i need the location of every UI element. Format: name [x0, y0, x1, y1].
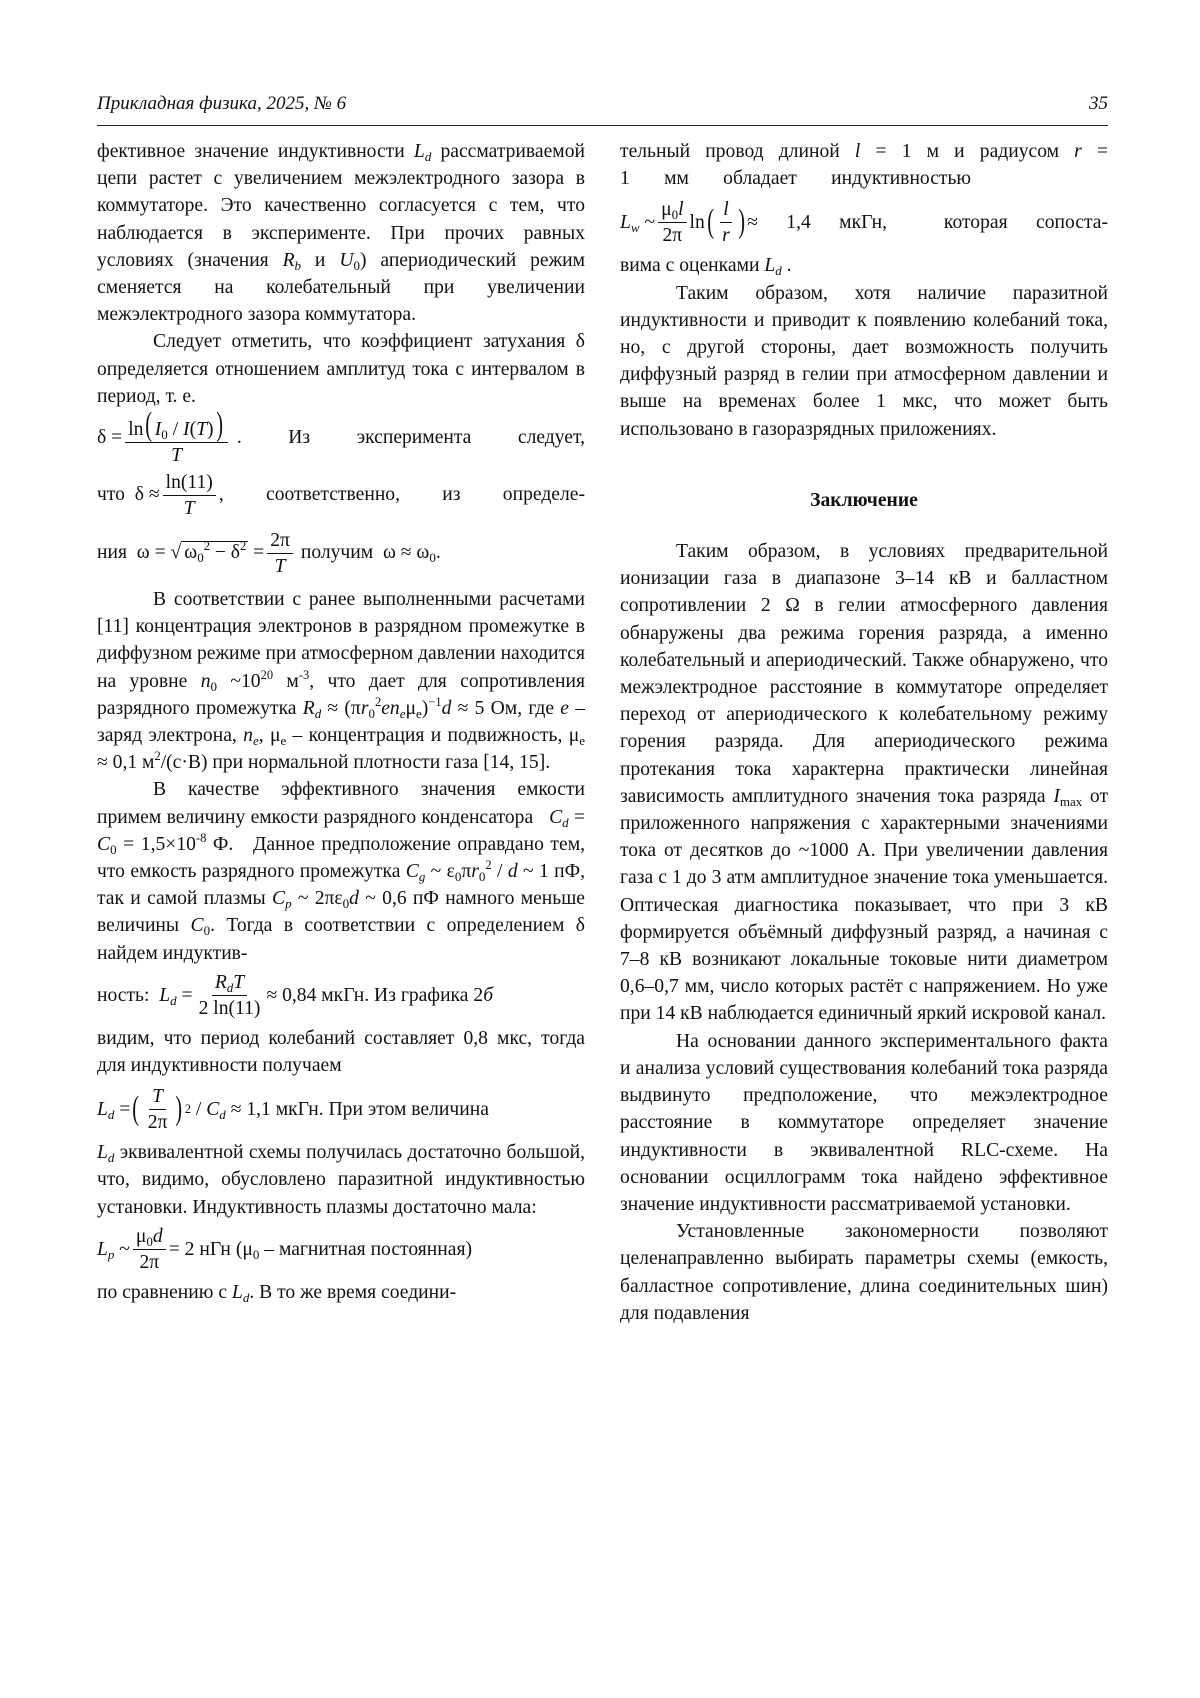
- header-rule: [97, 125, 1108, 126]
- left-column: [97, 138, 585, 1306]
- right-paragraph-2: Таким образом, хотя наличие паразитной индуктивности и приводит к появлению колебаний тока, но, с другой стороны, дает возможность получить диффузный разряд в гелии при атмосферном давлении и выше на временах более 1 мкс, что может быть использовано в газоразрядных приложениях.: [620, 282, 1108, 440]
- right-paragraph-1: тельный провод длиной l = 1 м и радиусом r = 1 мм обладает индуктивностью $L_w$ ~ $\frac{\mu_0l}{2\pi}$ ln ( $\frac{l}{r}$ ) ≈ 1,4 мкГн, которая сопоста- вима с оценками $L_d$ .: [620, 141, 1108, 279]
- left-paragraph-1: фективное значение индуктивности $L_d$ рассматриваемой цепи растет с увеличением межэлектродного зазора в коммутаторе. Это качественно согласуется с тем, что наблюдается в эксперименте. При прочих равных условиях (значения $R_b$ и $U_0$) апериодический режим сменяется на колебательный при увеличении межэлектродного зазора коммутатора.: [97, 141, 585, 326]
- equation-Lp: $L_p$ ~ $\frac{\mu_0d}{2\pi}$ = 2 нГн ($\mu_0$ – магнитная постоянная): [97, 1226, 472, 1274]
- right-paragraph-3: Таким образом, в условиях предварительной ионизации газа в диапазоне 3–14 кВ и балластном сопротивлении 2 Ω в гелии атмосферного давления обнаружены два режима горения разряда, а именно колебательный и апериодический. Также обнаружено, что межэлектродное расстояние в коммутаторе определяет переход от апериодического к колебательному режиму горения разряда. Для апериодического режима протекания тока характерна практически линейная зависимость амплитудного значения тока разряда $I_{max}$ от приложенного напряжения с характерными значениями тока от десятков до ~1000 А. При увеличении давления газа с 1 до 3 атм амплитудное значение тока уменьшается. Оптическая диагностика показывает, что при 3 кВ формируется объёмный диффузный разряд, а начиная с 7–8 кВ возникают локальные токовые нити диаметром 0,6–0,7 мм, число которых растёт с напряжением. Но уже при 14 кВ наблюдается единичный яркий искровой канал.: [620, 541, 1109, 1025]
- equation-omega: ния ω = √ $\omega_0^2 - \delta^2$ = $\frac{2\pi}{T}$ получим $\omega \approx \omega_0$.: [97, 529, 441, 577]
- running-header: [97, 93, 1108, 123]
- journal-title: Прикладная физика, 2025, № 6: [97, 93, 347, 114]
- left-paragraph-4: В качестве эффективного значения емкости примем величину емкости разрядного конденсатора $C_d = C_0 = 1,5\times 10^{-8}$ Ф. Данное предположение оправдано тем, что емкость разрядного промежутка $C_g$ ~ $\varepsilon_0\pi r_0^2$ / d ~ 1 пФ, так и самой плазмы $C_p$ ~ $2\pi\varepsilon_0d$ ~ 0,6 пФ намного меньше величины $C_0$. Тогда в соответствии с определением δ найдем индуктив- ность: $L_d$ = $\frac{R_dT}{2 \ln(11)}$ ≈ 0,84 мкГн. Из графика 2б видим, что период колебаний составляет 0,8 мкс, тогда для индуктивности получаем $L_d$ = ( $\frac{T}{2\pi}$ ) 2 / $C_d \approx 1,1$ мкГн. При этом величина $L_d$ эквивалентной схемы получилась достаточно большой, что, видимо, обусловлено паразитной индуктивностью установки. Индуктивность плазмы достаточно мала: $L_p$ ~ $\frac{\mu_0d}{2\pi}$ = 2 нГн ($\mu_0$ – магнитная постоянная) по сравнению с $L_d$. В то же время соедини-: [97, 779, 585, 1305]
- left-paragraph-2: Следует отметить, что коэффициент затухания δ определяется отношением амплитуд тока с интервалом в период, т. е. δ = $\frac{\ln( I_0 / I(T))}{T}$ . Из эксперимента следует, что δ ≈ $\frac{\ln(11)}{T}$ , соответственно, из определе- ния ω = √ $\omega_0^2 - \delta^2$ = $\frac{2\pi}{T}$ получим $\omega \approx \omega_0$.: [97, 328, 585, 582]
- right-paragraph-5: Установленные закономерности позволяют целенаправленно выбирать параметры схемы (емкость, балластное сопротивление, длина соединительных шин) для подавления: [620, 1221, 1108, 1324]
- left-paragraph-3: В соответствии с ранее выполненными расчетами [11] концентрация электронов в разрядном промежутке в диффузном режиме при атмосферном давлении находится на уровне $n_0$ $\sim 10^{20}$ $м^{-3}$, что дает для сопротивления разрядного промежутка $R_d \approx (\pi r_0^2en_e\mu_e)^{-1}d \approx 5$ Ом, где e – заряд электрона, $n_e$, $\mu_e$ – концентрация и подвижность, $\mu_e \approx 0,1$ $м^2/(с\cdot В)$ при нормальной плотности газа [14, 15].: [97, 589, 586, 774]
- page-number: 35: [1089, 93, 1108, 114]
- right-paragraph-4: На основании данного экспериментального факта и анализа условий существования колебаний тока разряда выдвинуто предположение, что межэлектродное расстояние в коммутаторе определяет значение индуктивности в эквивалентной RLC-схеме. На основании осциллограмм тока найдено эффективное значение индуктивности рассматриваемой установки.: [620, 1030, 1108, 1215]
- equation-Ld-2: $L_d$ = ( $\frac{T}{2\pi}$ ) 2 / $C_d \approx 1,1$ мкГн. При этом величина: [97, 1085, 489, 1133]
- equation-delta-def: δ = $\frac{\ln( I_0 / I(T))}{T}$ . Из эксперимента следует,: [97, 406, 585, 467]
- right-column: [620, 138, 1108, 1327]
- section-heading-conclusion: Заключение: [810, 489, 918, 511]
- equation-Ld-1: ность: $L_d$ = $\frac{R_dT}{2 \ln(11)}$ ≈ 0,84 мкГн. Из графика 2б: [97, 972, 494, 1020]
- equation-delta-approx: что δ ≈ $\frac{\ln(11)}{T}$ , соответственно, из определе-: [97, 471, 585, 519]
- equation-Lw: $L_w$ ~ $\frac{\mu_0l}{2\pi}$ ln ( $\frac{l}{r}$ ) ≈ 1,4 мкГн, которая сопоста-: [620, 198, 1108, 246]
